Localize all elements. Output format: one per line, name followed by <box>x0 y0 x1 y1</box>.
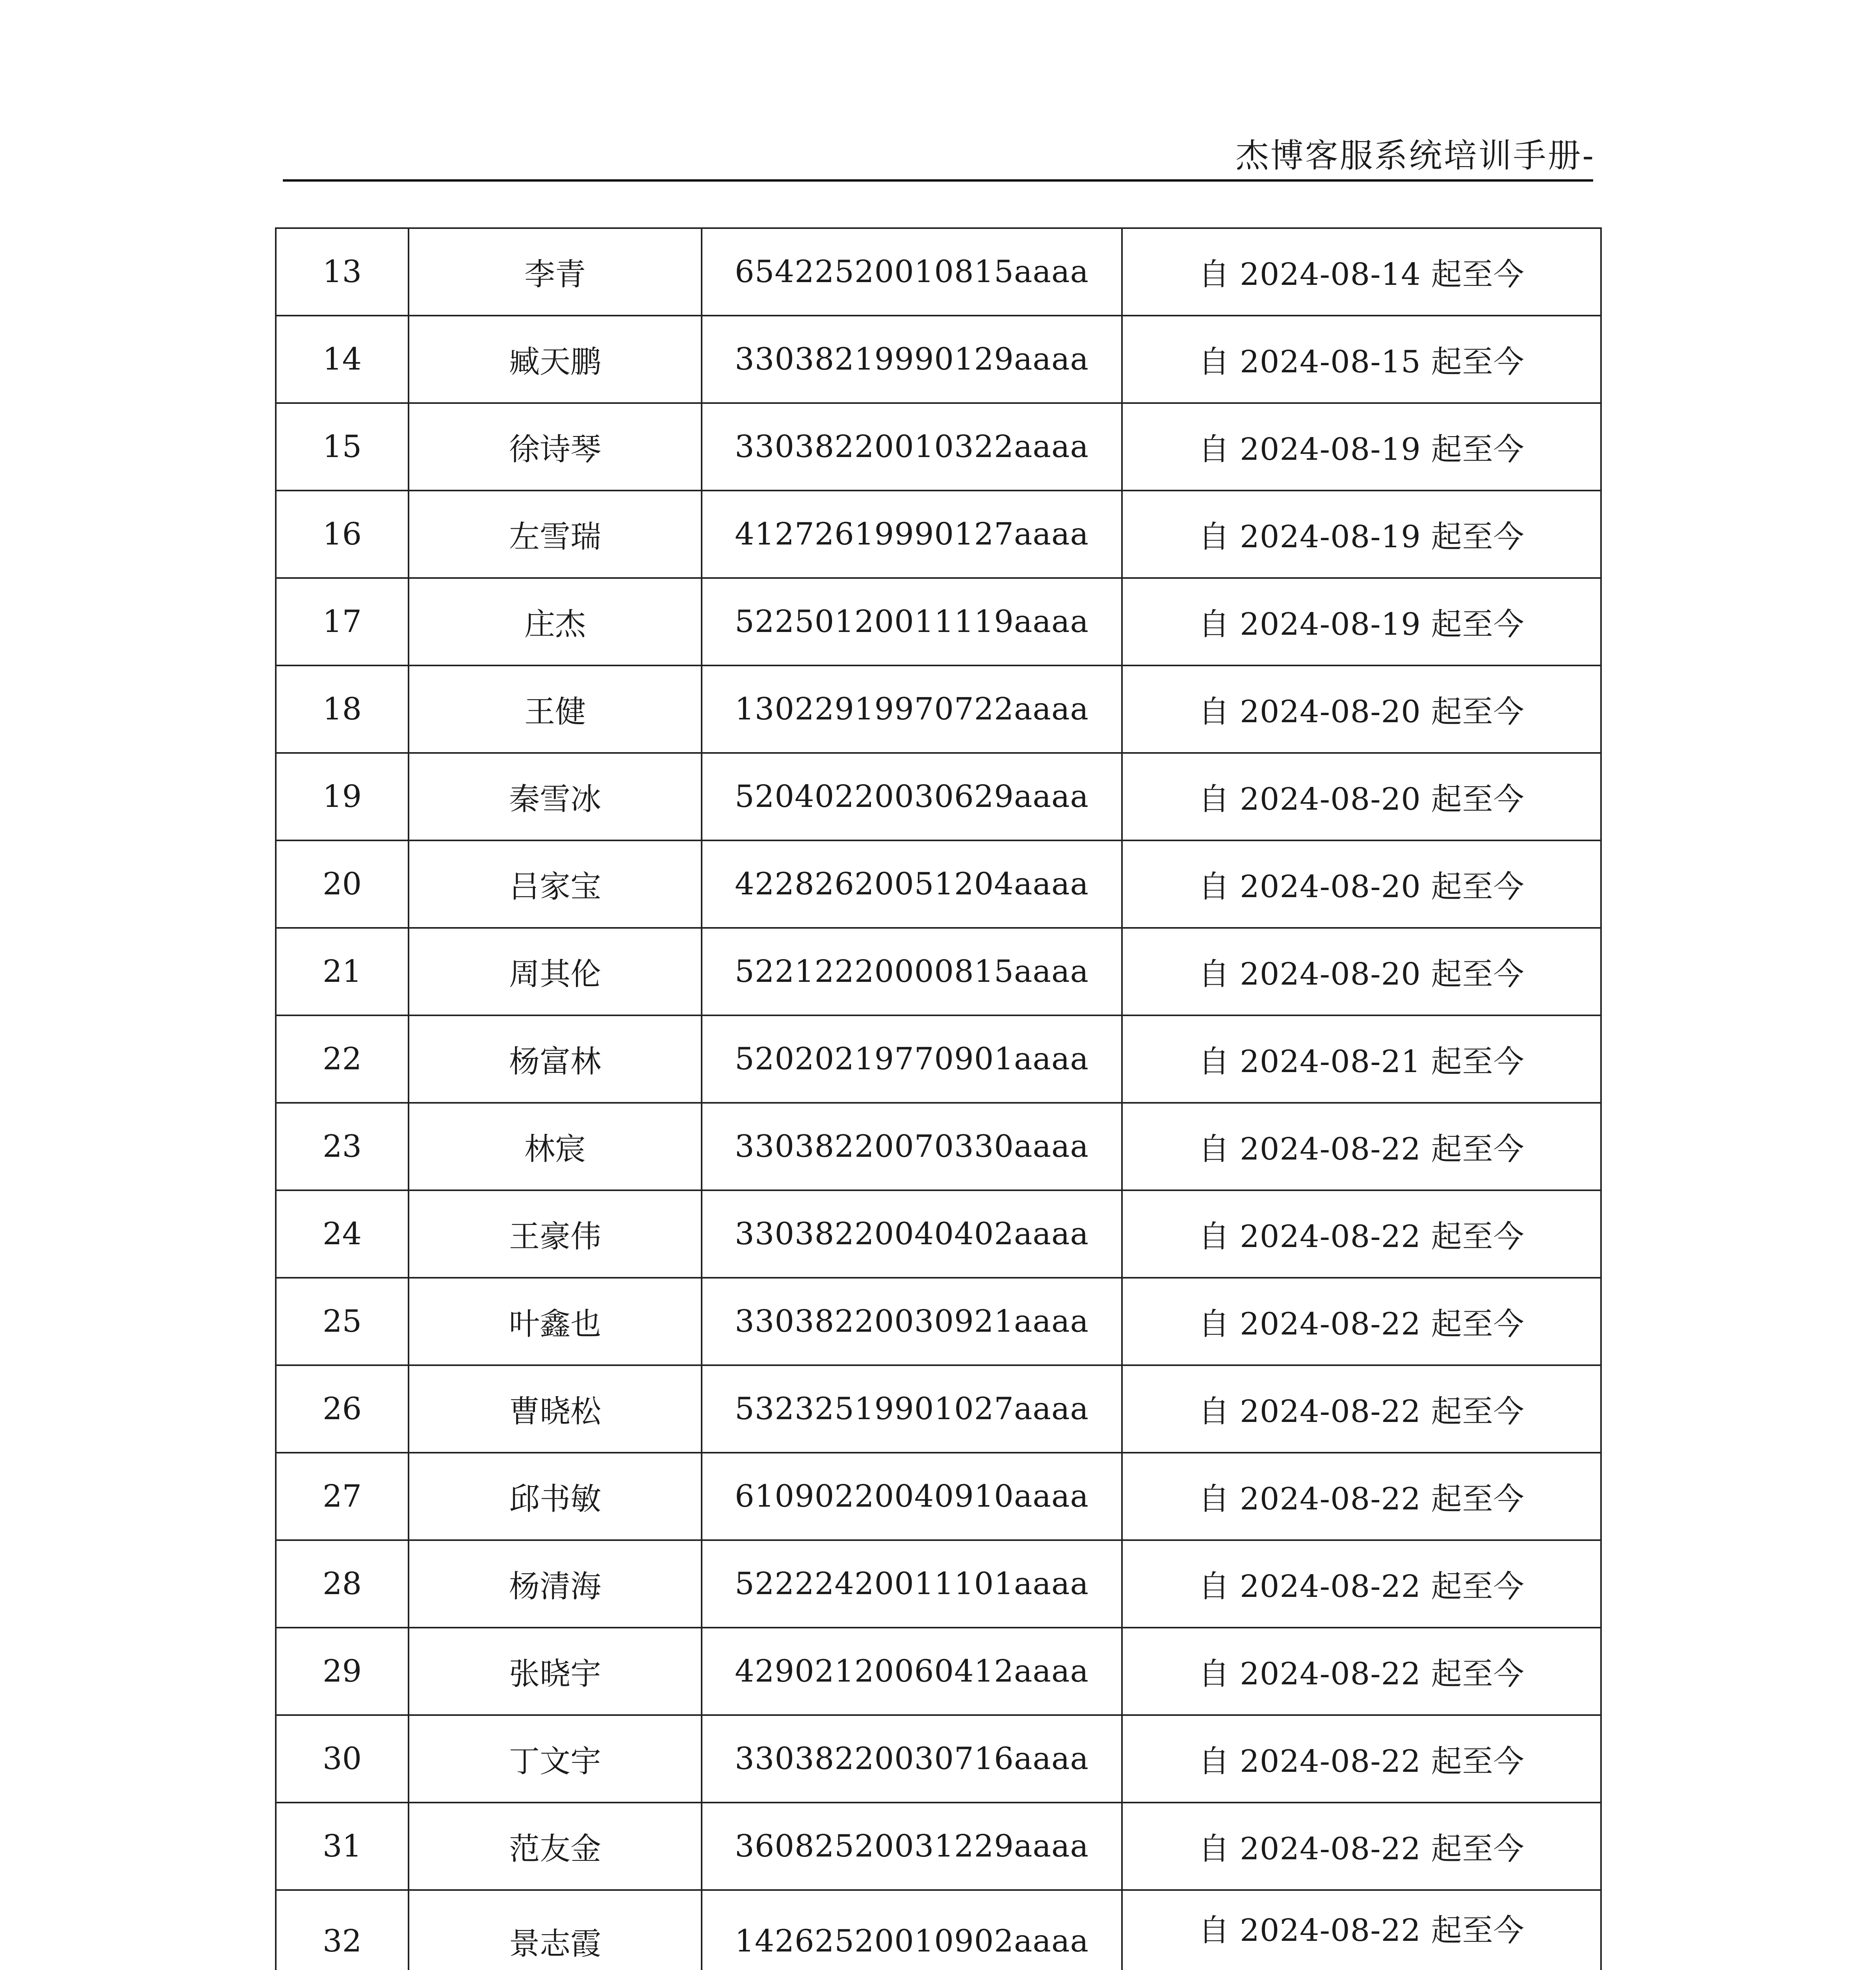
row-index-cell: 29 <box>276 1628 409 1715</box>
row-index-cell: 16 <box>276 491 409 578</box>
row-index-cell: 13 <box>276 228 409 316</box>
seal-graphic <box>1773 1966 1876 1970</box>
table-row <box>276 840 1601 928</box>
row-id-number-cell: 14262520010902aaaa <box>702 1890 1122 1970</box>
row-name-cell: 杨富林 <box>409 1015 702 1103</box>
row-period-cell: 自 2024-08-20 起至今 <box>1122 753 1601 840</box>
row-name-cell: 李青 <box>409 228 702 316</box>
row-name-cell: 吕家宝 <box>409 840 702 928</box>
row-period-cell: 自 2024-08-22 起至今 <box>1122 1715 1601 1803</box>
row-index-cell: 22 <box>276 1015 409 1103</box>
row-name-cell: 范友金 <box>409 1803 702 1890</box>
row-index-cell: 15 <box>276 403 409 491</box>
row-period-cell: 自 2024-08-21 起至今 <box>1122 1015 1601 1103</box>
row-period-cell: 自 2024-08-19 起至今 <box>1122 491 1601 578</box>
row-index-cell: 18 <box>276 665 409 753</box>
row-name-cell: 王豪伟 <box>409 1190 702 1278</box>
row-period-cell: 自 2024-08-22 起至今 <box>1122 1803 1601 1890</box>
row-name-cell: 丁文宇 <box>409 1715 702 1803</box>
table-row <box>276 1890 1601 1970</box>
table-row <box>276 578 1601 665</box>
row-id-number-cell: 52040220030629aaaa <box>702 753 1122 840</box>
row-name-cell: 张晓宇 <box>409 1628 702 1715</box>
row-index-cell: 24 <box>276 1190 409 1278</box>
table-row <box>276 1453 1601 1540</box>
row-id-number-cell: 61090220040910aaaa <box>702 1453 1122 1540</box>
row-index-cell: 30 <box>276 1715 409 1803</box>
row-id-number-cell: 52250120011119aaaa <box>702 578 1122 665</box>
roster-table-body <box>276 228 1601 1970</box>
document-header-title: 杰博客服系统培训手册- <box>1235 136 1595 175</box>
row-id-number-cell: 33038220030921aaaa <box>702 1278 1122 1365</box>
row-name-cell: 邱书敏 <box>409 1453 702 1540</box>
row-index-cell: 21 <box>276 928 409 1015</box>
row-period-cell: 自 2024-08-22 起至今 <box>1122 1540 1601 1628</box>
row-index-cell: 32 <box>276 1890 409 1970</box>
row-name-cell: 秦雪冰 <box>409 753 702 840</box>
row-index-cell: 23 <box>276 1103 409 1190</box>
header-divider <box>283 179 1593 182</box>
row-index-cell: 19 <box>276 753 409 840</box>
row-id-number-cell: 33038220010322aaaa <box>702 403 1122 491</box>
row-id-number-cell: 42282620051204aaaa <box>702 840 1122 928</box>
row-period-cell: 自 2024-08-22 起至今 <box>1122 1365 1601 1453</box>
table-row <box>276 1628 1601 1715</box>
table-row <box>276 1190 1601 1278</box>
row-id-number-cell: 33038220040402aaaa <box>702 1190 1122 1278</box>
table-row <box>276 1803 1601 1890</box>
table-row <box>276 753 1601 840</box>
row-period-cell: 自 2024-08-19 起至今 <box>1122 403 1601 491</box>
row-index-cell: 31 <box>276 1803 409 1890</box>
row-name-cell: 臧天鹏 <box>409 316 702 403</box>
row-index-cell: 17 <box>276 578 409 665</box>
row-name-cell: 周其伦 <box>409 928 702 1015</box>
table-row <box>276 1015 1601 1103</box>
table-row <box>276 1365 1601 1453</box>
row-index-cell: 20 <box>276 840 409 928</box>
row-id-number-cell: 65422520010815aaaa <box>702 228 1122 316</box>
table-row <box>276 928 1601 1015</box>
row-index-cell: 25 <box>276 1278 409 1365</box>
row-period-cell: 自 2024-08-20 起至今 <box>1122 928 1601 1015</box>
row-period-cell: 自 2024-08-14 起至今 <box>1122 228 1601 316</box>
row-name-cell: 曹晓松 <box>409 1365 702 1453</box>
row-id-number-cell: 42902120060412aaaa <box>702 1628 1122 1715</box>
row-period-cell: 自 2024-08-22 起至今 <box>1122 1628 1601 1715</box>
staff-roster-table <box>275 227 1602 1970</box>
row-id-number-cell: 33038219990129aaaa <box>702 316 1122 403</box>
row-id-number-cell: 52212220000815aaaa <box>702 928 1122 1015</box>
table-row <box>276 1103 1601 1190</box>
table-row <box>276 228 1601 316</box>
row-period-cell: 自 2024-08-22 起至今 <box>1122 1278 1601 1365</box>
row-period-cell: 自 2024-08-22 起至今 <box>1122 1890 1601 1970</box>
row-name-cell: 林宸 <box>409 1103 702 1190</box>
row-period-cell: 自 2024-08-19 起至今 <box>1122 578 1601 665</box>
row-period-cell: 自 2024-08-22 起至今 <box>1122 1453 1601 1540</box>
row-name-cell: 王健 <box>409 665 702 753</box>
table-row <box>276 665 1601 753</box>
table-row <box>276 1715 1601 1803</box>
row-name-cell: 杨清海 <box>409 1540 702 1628</box>
row-id-number-cell: 33038220070330aaaa <box>702 1103 1122 1190</box>
row-index-cell: 26 <box>276 1365 409 1453</box>
row-id-number-cell: 52222420011101aaaa <box>702 1540 1122 1628</box>
row-id-number-cell: 13022919970722aaaa <box>702 665 1122 753</box>
row-period-cell: 自 2024-08-20 起至今 <box>1122 840 1601 928</box>
row-period-cell: 自 2024-08-22 起至今 <box>1122 1103 1601 1190</box>
row-period-cell: 自 2024-08-20 起至今 <box>1122 665 1601 753</box>
row-period-cell: 自 2024-08-15 起至今 <box>1122 316 1601 403</box>
row-id-number-cell: 52020219770901aaaa <box>702 1015 1122 1103</box>
table-row <box>276 316 1601 403</box>
row-name-cell: 景志霞 <box>409 1890 702 1970</box>
row-id-number-cell: 36082520031229aaaa <box>702 1803 1122 1890</box>
row-name-cell: 庄杰 <box>409 578 702 665</box>
row-period-cell: 自 2024-08-22 起至今 <box>1122 1190 1601 1278</box>
row-index-cell: 27 <box>276 1453 409 1540</box>
row-name-cell: 左雪瑞 <box>409 491 702 578</box>
row-name-cell: 叶鑫也 <box>409 1278 702 1365</box>
row-name-cell: 徐诗琴 <box>409 403 702 491</box>
table-row <box>276 1278 1601 1365</box>
row-index-cell: 28 <box>276 1540 409 1628</box>
row-id-number-cell: 41272619990127aaaa <box>702 491 1122 578</box>
table-row <box>276 1540 1601 1628</box>
row-id-number-cell: 53232519901027aaaa <box>702 1365 1122 1453</box>
table-row <box>276 491 1601 578</box>
row-index-cell: 14 <box>276 316 409 403</box>
official-seal-stamp <box>1773 1966 1876 1970</box>
row-id-number-cell: 33038220030716aaaa <box>702 1715 1122 1803</box>
table-row <box>276 403 1601 491</box>
